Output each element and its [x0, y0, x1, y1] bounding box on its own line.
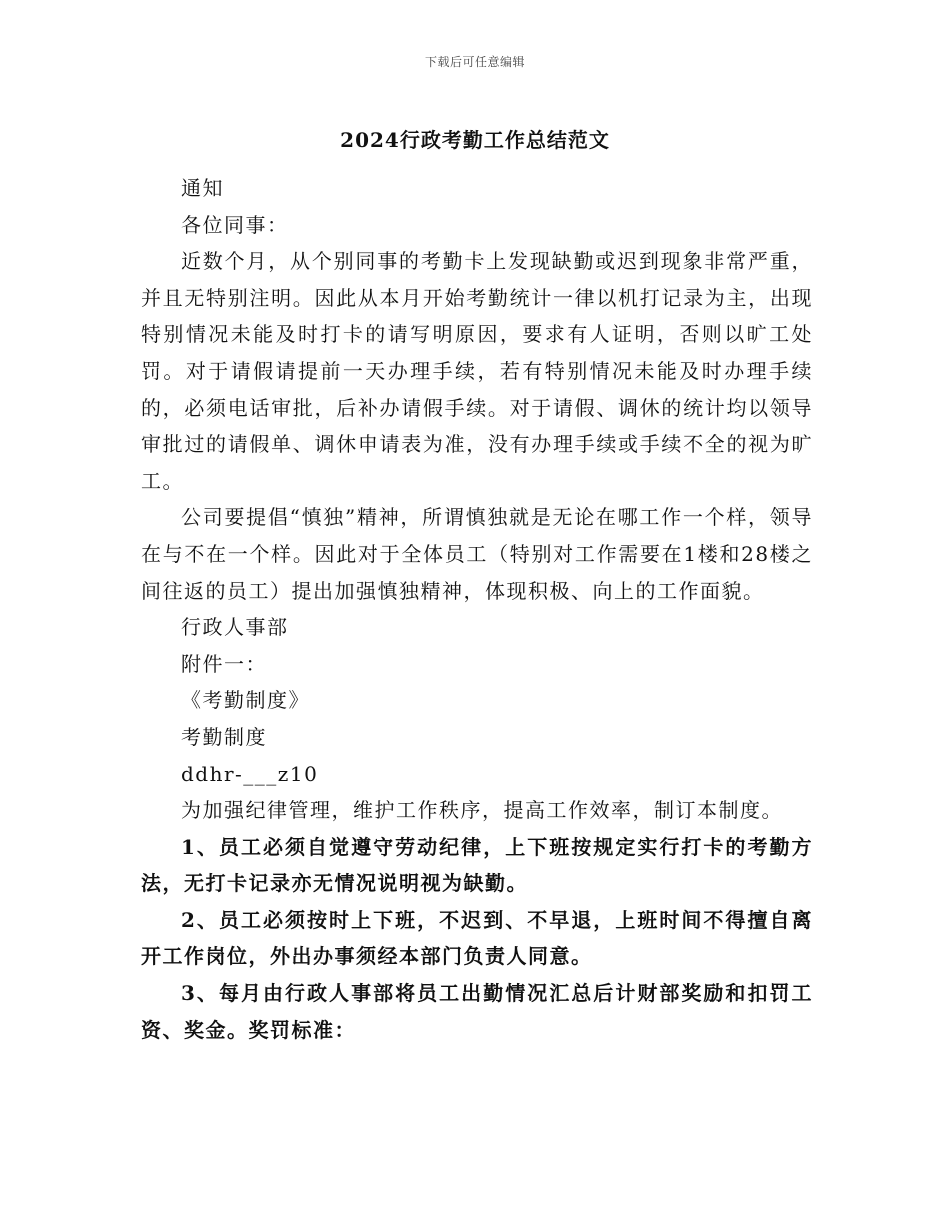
- paragraph-notice-heading: 通知: [181, 176, 224, 200]
- paragraph-department-signature: 行政人事部: [181, 615, 289, 640]
- paragraph-policy-heading: 考勤制度: [181, 724, 267, 749]
- paragraph-self-discipline: 公司要提倡“慎独”精神，所谓慎独就是无论在哪工作一个样，领导在与不在一个样。因此对于全体员工（特别对工作需要在1楼和28楼之间往返的员工）提出加强慎独精神，体现积极、向上的工作面貌。: [141, 505, 813, 603]
- document-title: 2024行政考勤工作总结范文: [340, 128, 610, 152]
- paragraph-rule-1: 1、员工必须自觉遵守劳动纪律，上下班按规定实行打卡的考勤方法，无打卡记录亦无情况说明视为缺勤。: [141, 834, 813, 896]
- paragraph-rule-3: 3、每月由行政人事部将员工出勤情况汇总后计财部奖励和扣罚工资、奖金。奖罚标准：: [141, 981, 813, 1042]
- paragraph-purpose: 为加强纪律管理，维护工作秩序，提高工作效率，制订本制度。: [181, 798, 783, 823]
- paragraph-attachment-title: 《考勤制度》: [181, 688, 310, 713]
- paragraph-rule-2: 2、员工必须按时上下班，不迟到、不早退，上班时间不得擅自离开工作岗位，外出办事须经本部门负责人同意。: [141, 907, 813, 969]
- paragraph-attachment-label: 附件一：: [181, 651, 267, 676]
- header-note: 下载后可任意编辑: [424, 55, 525, 69]
- paragraph-salutation: 各位同事：: [181, 212, 289, 237]
- paragraph-document-code: ddhr-___z10: [181, 761, 319, 786]
- paragraph-attendance-issue: 近数个月，从个别同事的考勤卡上发现缺勤或迟到现象非常严重，并且无特别注明。因此从本月开始考勤统计一律以机打记录为主，出现特别情况未能及时打卡的请写明原因，要求有人证明，否则以旷工处罚。对于请假请提前一天办理手续，若有特别情况未能及时办理手续的，必须电话审批，后补办请假手续。对于请假、调休的统计均以领导审批过的请假单、调休申请表为准，没有办理手续或手续不全的视为旷工。: [141, 249, 813, 493]
- document-body: [141, 170, 813, 1048]
